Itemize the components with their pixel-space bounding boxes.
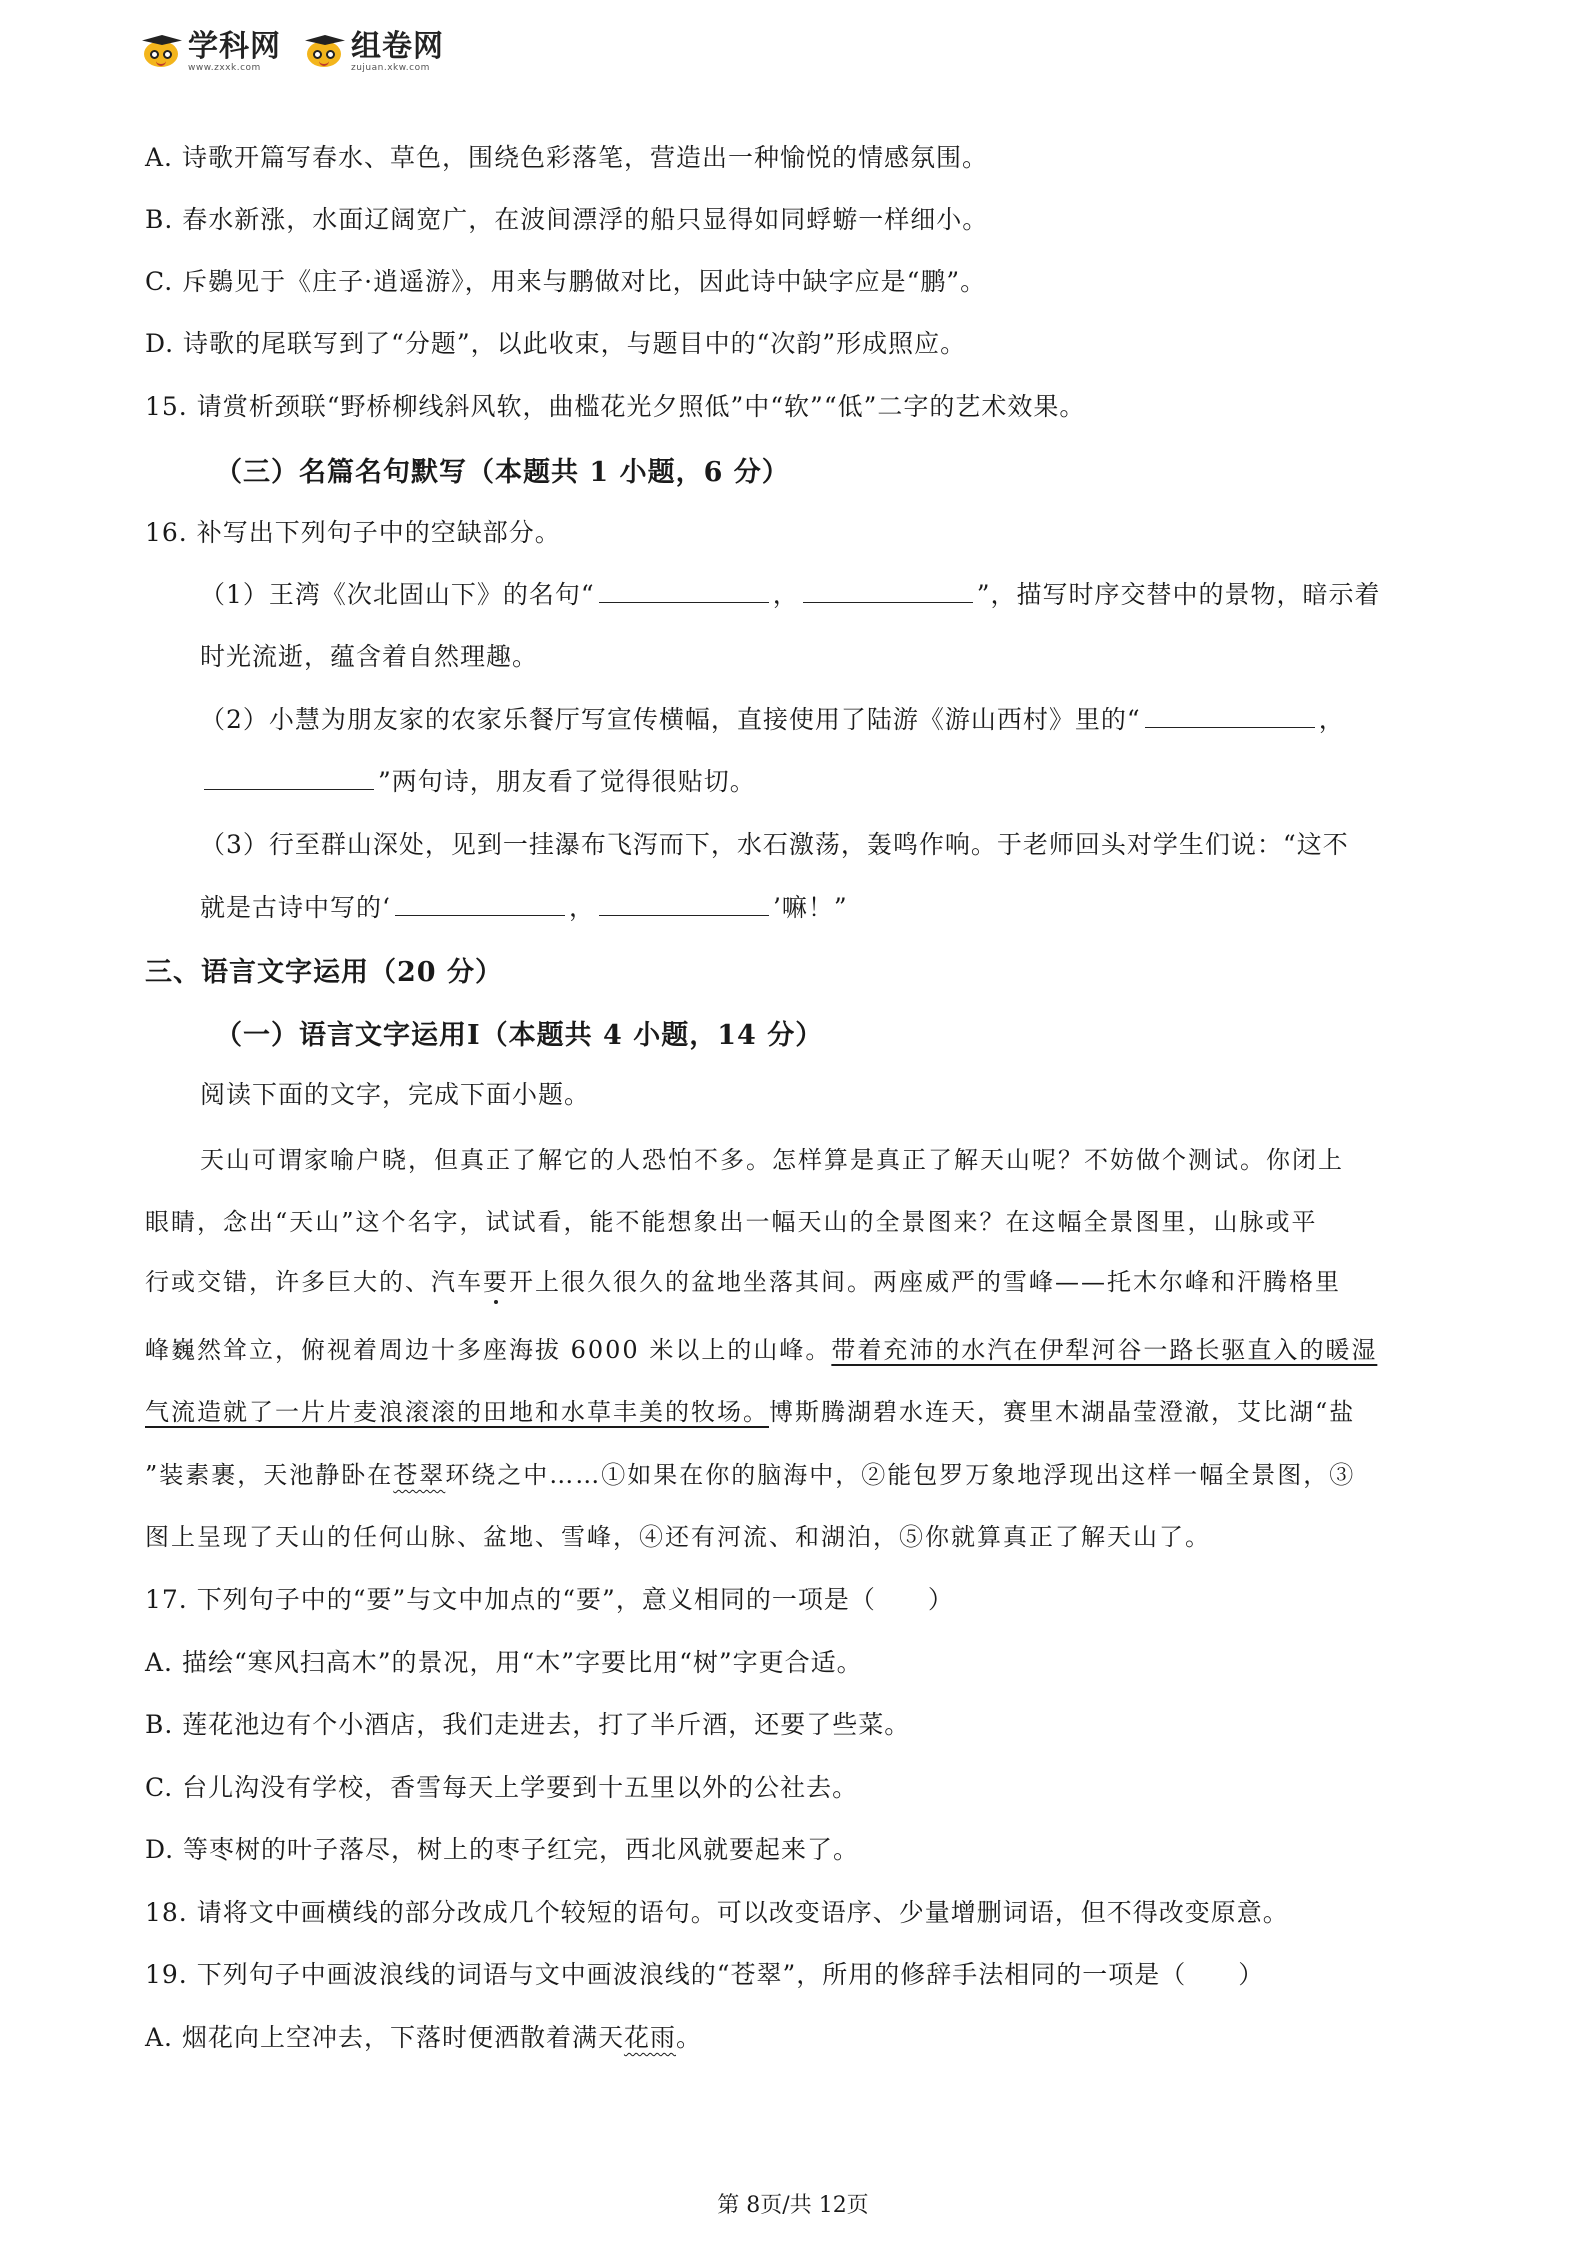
underlined-text: 带着充沛的水汽在伊犁河谷一路长驱直入的暖湿: [831, 1336, 1378, 1364]
logo-zujuanwang[interactable]: [305, 28, 444, 73]
q16-item-2-cont: [200, 762, 756, 798]
question-17: 17. 下列句子中的“要”与文中加点的“要”，意义相同的一项是（ ）: [145, 1585, 954, 1614]
q16-item-1: [200, 575, 1381, 611]
option-d: D. 诗歌的尾联写到了“分题”，以此收束，与题目中的“次韵”形成照应。: [145, 329, 967, 358]
blank: [1145, 701, 1315, 728]
text: 行或交错，许多巨大的、汽车: [145, 1268, 483, 1296]
logo-xuekewang[interactable]: [142, 28, 281, 73]
passage-line: [145, 1262, 1341, 1297]
text: ”，描写时序交替中的景物，暗示着: [976, 580, 1381, 609]
section-heading: （三）名篇名句默写（本题共 1 小题，6 分）: [215, 457, 790, 488]
blank: [599, 576, 769, 603]
text: ”两句诗，朋友看了觉得很贴切。: [378, 767, 756, 796]
text: ，: [568, 893, 595, 922]
logo-name: 组卷网: [351, 28, 444, 64]
question-18: 18. 请将文中画横线的部分改成几个较短的语句。可以改变语序、少量增删词语，但不得改变原意。: [145, 1898, 1289, 1927]
q19-option-a: [145, 2018, 702, 2054]
option-b: B. 春水新涨，水面辽阔宽广，在波间漂浮的船只显得如同蜉蝣一样细小。: [145, 205, 989, 234]
q17-option-c: C. 台儿沟没有学校，香雪每天上学要到十五里以外的公社去。: [145, 1773, 859, 1802]
text: ，: [1318, 705, 1345, 734]
part-heading: 三、语言文字运用（20 分）: [145, 957, 503, 988]
page-number: 第 8页/共 12页: [717, 2193, 869, 2218]
passage-line: [145, 1392, 1355, 1427]
q16-item-2: [200, 700, 1345, 736]
text: （1）王湾《次北固山下》的名句“: [200, 580, 595, 609]
q16-item-1-cont: 时光流逝，蕴含着自然理趣。: [200, 642, 539, 671]
question-15: 15. 请赏析颈联“野桥柳线斜风软，曲槛花光夕照低”中“软”“低”二字的艺术效果。: [145, 392, 1086, 421]
logo-url: zujuan.xkw.com: [351, 62, 430, 73]
passage-line: [145, 1330, 1377, 1365]
dotted-word: 要: [483, 1268, 509, 1296]
q17-option-d: D. 等枣树的叶子落尽，树上的枣子红完，西北风就要起来了。: [145, 1835, 860, 1864]
logo-name: 学科网: [188, 28, 281, 64]
blank: [803, 576, 973, 603]
mascot-icon: [305, 35, 345, 69]
wavy-text: 花雨: [623, 2023, 676, 2052]
text: A. 烟花向上空冲去，下落时便洒散着满天: [145, 2023, 624, 2052]
text: 峰巍然耸立，俯视着周边十多座海拔 6000 米以上的山峰。: [145, 1336, 832, 1364]
q16-item-3: （3）行至群山深处，见到一挂瀑布飞泻而下，水石激荡，轰鸣作响。于老师回头对学生们说：“这不: [200, 830, 1349, 859]
blank: [395, 889, 565, 916]
option-c: C. 斥鷃见于《庄子·逍遥游》，用来与鹏做对比，因此诗中缺字应是“鹏”。: [145, 267, 987, 296]
text: 就是古诗中写的‘: [200, 893, 391, 922]
question-19: 19. 下列句子中画波浪线的词语与文中画波浪线的“苍翠”，所用的修辞手法相同的一项是（ ）: [145, 1960, 1265, 1989]
mascot-icon: [142, 35, 182, 69]
text: （2）小慧为朋友家的农家乐餐厅写宣传横幅，直接使用了陆游《游山西村》里的“: [200, 705, 1141, 734]
text: ，: [772, 580, 799, 609]
wavy-text: 苍翠: [393, 1461, 446, 1489]
passage-line: 图上呈现了天山的任何山脉、盆地、雪峰，④还有河流、和湖泊，⑤你就算真正了解天山了。: [145, 1523, 1211, 1551]
blank: [599, 889, 769, 916]
underlined-text: 气流造就了一片片麦浪滚滚的田地和水草丰美的牧场。: [145, 1398, 769, 1426]
section-heading: （一）语言文字运用Ⅰ（本题共 4 小题，14 分）: [215, 1020, 824, 1051]
q17-option-b: B. 莲花池边有个小酒店，我们走进去，打了半斤酒，还要了些菜。: [145, 1710, 911, 1739]
q17-option-a: A. 描绘“寒风扫高木”的景况，用“木”字要比用“树”字更合适。: [145, 1648, 863, 1677]
question-16: 16. 补写出下列句子中的空缺部分。: [145, 518, 561, 547]
header: [142, 22, 444, 82]
blank: [204, 763, 374, 790]
passage-line: 天山可谓家喻户晓，但真正了解它的人恐怕不多。怎样算是真正了解天山呢？不妨做个测试。你闭上: [200, 1146, 1344, 1174]
text: 博斯腾湖碧水连天，赛里木湖晶莹澄澈，艾比湖“盐: [769, 1398, 1356, 1426]
text: ”装素裹，天池静卧在: [145, 1461, 394, 1489]
instruction: 阅读下面的文字，完成下面小题。: [200, 1080, 591, 1109]
text: 。: [675, 2023, 702, 2052]
option-a: A. 诗歌开篇写春水、草色，围绕色彩落笔，营造出一种愉悦的情感氛围。: [145, 143, 988, 172]
logo-url: www.zxxk.com: [188, 62, 261, 73]
q16-item-3-cont: [200, 888, 848, 924]
passage-line: 眼睛，念出“天山”这个名字，试试看，能不能想象出一幅天山的全景图来？在这幅全景图里，山脉或平: [145, 1208, 1318, 1236]
text: 环绕之中……①如果在你的脑海中，②能包罗万象地浮现出这样一幅全景图，③: [445, 1461, 1356, 1489]
passage-line: [145, 1455, 1355, 1490]
text: ’嘛！”: [772, 893, 848, 922]
text: 开上很久很久的盆地坐落其间。两座威严的雪峰——托木尔峰和汗腾格里: [509, 1268, 1341, 1296]
